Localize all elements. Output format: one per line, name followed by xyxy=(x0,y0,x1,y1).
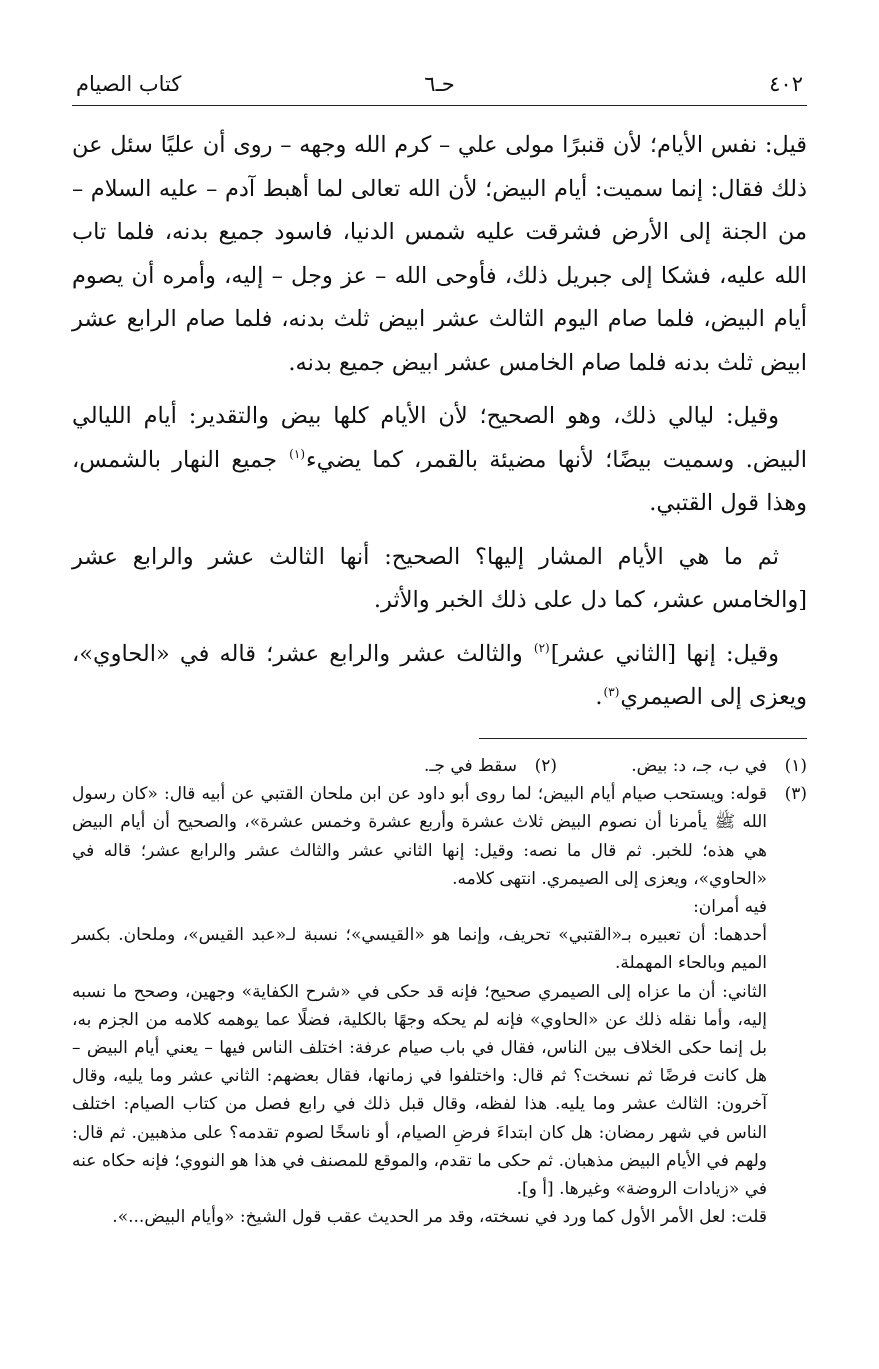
paragraph-4-text-a: وقيل: إنها [الثاني عشر] xyxy=(550,640,779,667)
footnote-ref-2[interactable]: (٢) xyxy=(533,641,550,655)
paragraph-3-text: ثم ما هي الأيام المشار إليها؟ الصحيح: أنها الثالث عشر والرابع عشر [والخامس عشر، كما دل على ذلك الخبر والأثر. xyxy=(72,543,807,613)
footnote-3 xyxy=(72,780,807,1231)
paragraph-4-text-c: . xyxy=(595,684,603,710)
footnote-3-line: فيه أمران: xyxy=(693,897,767,918)
footnote-2 xyxy=(307,752,557,780)
volume-mark: حـ٦ xyxy=(424,72,455,96)
footnote-1-number: (١) xyxy=(784,756,807,776)
footnote-3-number: (٣) xyxy=(784,784,807,805)
footnote-rule xyxy=(479,738,807,739)
paragraph-4 xyxy=(72,633,807,720)
footnote-3-line: قوله: ويستحب صيام أيام البيض؛ لما روى أبو داود عن ابن ملحان القتبي عن أبيه قال: «كان رسول الله ﷺ يأمرنا أن نصوم البيض ثلاث عشرة وأربع عشرة وخمس عشرة»، والصحيح أن أيام البيض هي هذه؛ للخبر. ثم قال ما نصه: وقيل: إنها الثاني عشر والثالث عشر والرابع عشر؛ قاله في «الحاوي»، ويعزى إلى الصيمري. انتهى كلامه. xyxy=(72,784,767,889)
paragraph-2-text-a: وقيل: ليالي ذلك، وهو الصحيح؛ لأن الأيام كلها بيض والتقدير: أيام الليالي البيض. وسميت بيضًا؛ لأنها مضيئة بالقمر، كما يضيء xyxy=(72,403,807,473)
footnotes xyxy=(72,752,807,1231)
paragraph-4-text-b: والثالث عشر والرابع عشر؛ قاله في «الحاوي»، ويعزى إلى الصيمري xyxy=(72,640,807,710)
paragraph-3 xyxy=(72,536,807,623)
paragraph-2-text-b: جميع النهار بالشمس، وهذا قول القتبي. xyxy=(72,446,807,516)
paragraph-1 xyxy=(72,124,807,385)
footnote-ref-3[interactable]: (٣) xyxy=(603,684,620,699)
book-title: كتاب الصيام xyxy=(76,72,182,96)
footnote-3-line: أحدهما: أن تعبيره بـ«القتبي» تحريف، وإنما هو «القيسي»؛ نسبة لـ«عبد القيس»، وملحان. بكسر الميم وبالحاء المهملة. xyxy=(72,925,767,974)
running-header xyxy=(72,66,807,102)
footnote-1-text: في ب، جـ، د: بيض. xyxy=(631,756,767,776)
main-text xyxy=(72,124,807,730)
paragraph-2 xyxy=(72,395,807,526)
footnote-pair xyxy=(72,752,807,780)
footnote-2-number: (٢) xyxy=(534,756,557,776)
footnote-3-line: الثاني: أن ما عزاه إلى الصيمري صحيح؛ فإنه قد حكى في «شرح الكفاية» وجهين، وصحح ما نسبه إليه، وأما نقله ذلك عن «الحاوي» فإنه لم يحكه وجهًا بالكلية، فضلًا عما يوهمه كلامه من الجزم به، بل إنما حكى الخلاف بين الناس، فقال في باب صيام عرفة: اختلف الناس فيها – يعني أيام البيض – هل كانت فرضًا ثم نسخت؟ ثم قال: واختلفوا في زمانها، فقال بعضهم: الثاني عشر وما يليه، وقال آخرون: الثالث عشر وما يليه. هذا لفظه، وقال قبل ذلك في رابع فصل من كتاب الصيام: اختلف الناس في شهر رمضان: هل كان ابتداءَ فرضِ الصيام، أو ناسخًا لصوم تقدمه؟ على مذهبين. ثم قال: ولهم في الأيام البيض مذهبان. ثم حكى ما تقدم، والموقع للمصنف في هذا هو النووي؛ فإنه حكاه عنه في «زيادات الروضة» وغيرها. [أ و]. xyxy=(72,981,767,1200)
footnote-3-line: قلت: لعل الأمر الأول كما ورد في نسخته، وقد مر الحديث عقب قول الشيخ: «وأيام البيض...». xyxy=(112,1207,767,1228)
footnote-1 xyxy=(557,752,807,780)
page-number: ٤٠٢ xyxy=(769,72,803,96)
paragraph-1-text: قيل: نفس الأيام؛ لأن قنبرًا مولى علي – كرم الله وجهه – روى أن عليًا سئل عن ذلك فقال: إنما سميت: أيام البيض؛ لأن الله تعالى لما أهبط آدم – عليه السلام – من الجنة إلى الأرض فشرقت عليه شمس الدنيا، فاسود جميع بدنه، فلما تاب الله عليه، فشكا إلى جبريل ذلك، فأوحى الله – عز وجل – إليه، وأمره أن يصوم أيام البيض، فلما صام اليوم الثالث عشر ابيض ثلث بدنه، فلما صام الرابع عشر ابيض ثلث بدنه فلما صام الخامس عشر ابيض جميع بدنه. xyxy=(72,132,807,376)
footnote-ref-1[interactable]: (١) xyxy=(289,447,305,461)
header-rule xyxy=(72,105,807,106)
footnote-3-body xyxy=(72,780,767,1231)
footnote-2-text: سقط في جـ. xyxy=(424,756,517,776)
